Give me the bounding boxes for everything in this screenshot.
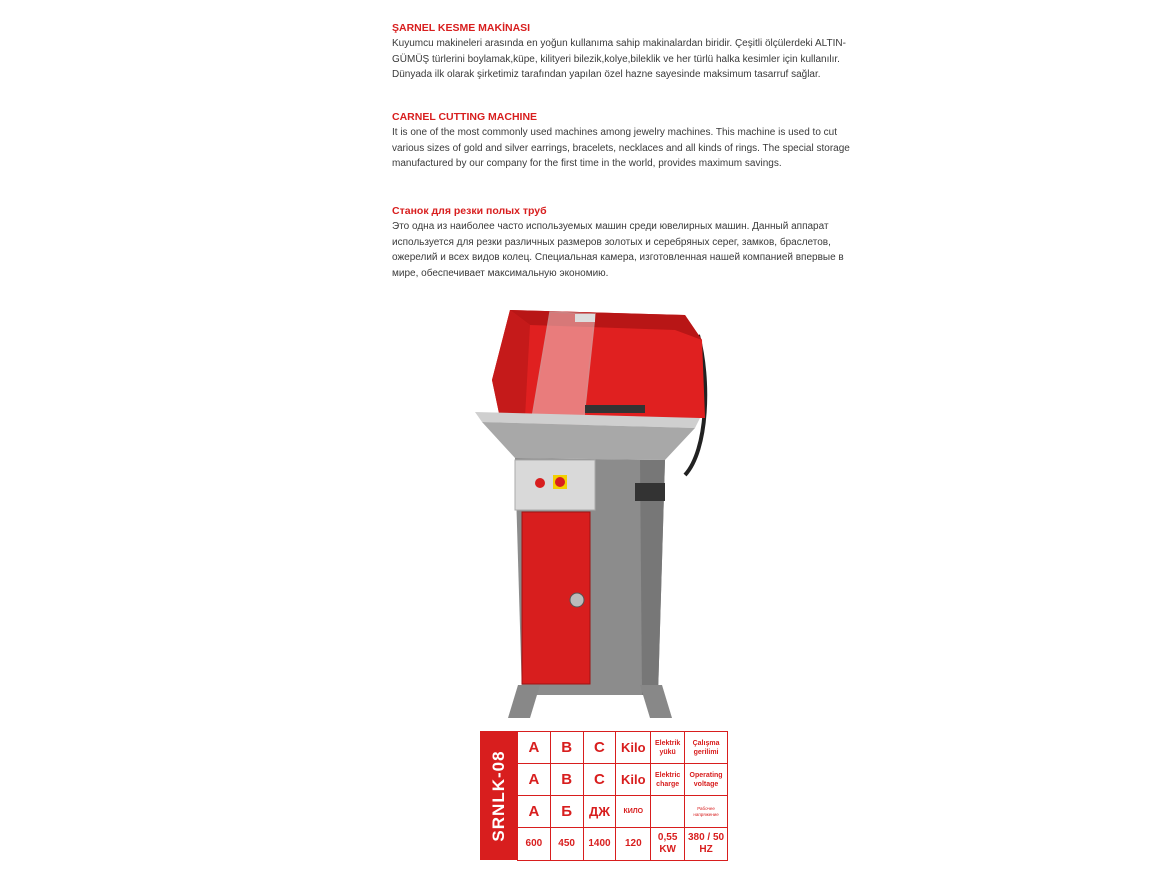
cell-c: ДЖ [583,796,616,828]
row-turkish [518,732,728,764]
english-body: It is one of the most commonly used machines among jewelry machines. This machine is used to cut various sizes of gold and silver earrings, bracelets, necklaces and all kinds of rings. The special storage manufactured by our company for the first time in the world, provides maximum savings. [392,127,850,169]
value-a: 600 [518,828,551,861]
value-electric: 0,55 KW [651,828,685,861]
cell-c: C [583,764,616,796]
cell-electric: Elektrik yükü [651,732,685,764]
cell-voltage: Operating voltage [685,764,728,796]
model-label [480,731,517,860]
row-english [518,764,728,796]
english-description [392,111,852,172]
cell-electric [651,796,685,828]
turkish-heading: ŞARNEL KESME MAKİNASI [392,22,531,34]
english-heading: CARNEL CUTTING MACHINE [392,111,538,123]
cell-b: Б [550,796,583,828]
cell-kilo: КИЛО [616,796,651,828]
cell-kilo: Kilo [616,764,651,796]
value-b: 450 [550,828,583,861]
value-kilo: 120 [616,828,651,861]
russian-body: Это одна из наиболее часто используемых машин среди ювелирных машин. Данный аппарат используется для резки различных размеров золотых и серебряных серег, замков, браслетов, ожерелий и всех видов колец. Специальная камера, изготовленная нашей компанией впервые в мире, обеспечивает максимальную экономию. [392,221,844,279]
russian-heading: Станок для резки полых труб [392,205,547,217]
value-c: 1400 [583,828,616,861]
cutting-machine-image [470,300,710,720]
row-russian [518,796,728,828]
cell-electric: Elektric charge [651,764,685,796]
cell-b: B [550,764,583,796]
cell-voltage: Çalışma gerilimi [685,732,728,764]
cell-voltage: Рабочее напряжение [685,796,728,828]
cell-b: B [550,732,583,764]
russian-description [392,205,852,281]
spec-table [480,731,728,860]
cell-a: А [518,796,551,828]
turkish-body: Kuyumcu makineleri arasında en yoğun kullanıma sahip makinalardan biridir. Çeşitli ölçülerdeki ALTIN-GÜMÜŞ türlerini boylamak,küpe, kilityeri bilezik,kolye,bileklik ve her türlü halka kesimler için kullanılır. Dünyada ilk olarak şirketimiz tarafından yapılan özel hazne sayesinde maksimum tasarruf sağlar. [392,38,846,80]
turkish-description [392,22,852,83]
model-name: SRNLK-08 [488,749,508,842]
value-voltage: 380 / 50 HZ [685,828,728,861]
cell-kilo: Kilo [616,732,651,764]
cell-c: C [583,732,616,764]
spec-grid [517,731,728,861]
cell-a: A [518,732,551,764]
cell-a: A [518,764,551,796]
row-values [518,828,728,861]
